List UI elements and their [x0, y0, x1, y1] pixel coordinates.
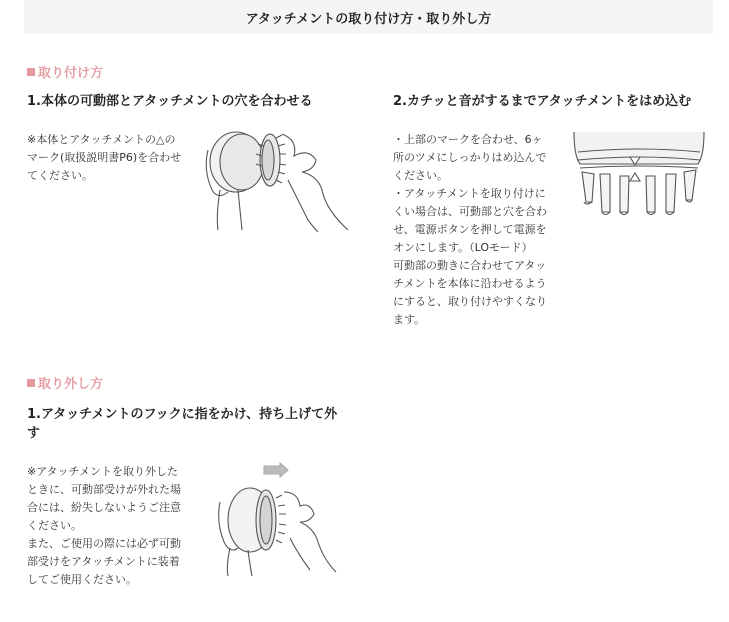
- section-heading-remove: 取り外し方: [27, 373, 103, 392]
- attach-step2-title: 2.カチッと音がするまでアタッチメントをはめ込む: [393, 94, 692, 109]
- attach-step2-note: ・上部のマークを合わせ、6ヶ 所のツメにしっかりはめ込んで ください。 ・アタッチメントを取り付けに くい場合は、可動部と穴を合わ せ、電源ボタンを押して電源を オンにします。（LOモード） 可動部の動きに合わせてアタッ チメントを本体に沿わせるよう にすると、取り付けやすくなり ます。: [393, 133, 547, 326]
- right-arrow-icon: [264, 463, 288, 477]
- device-triangle-marks-illustration: [570, 126, 708, 226]
- page-title: アタッチメントの取り付け方・取り外し方: [245, 11, 492, 27]
- attach-step1-note: ※本体とアタッチメントの△の マーク(取扱説明書P6)を合わせ てください。: [27, 133, 182, 182]
- hands-removing-attachment-illustration: [214, 462, 338, 576]
- hands-attaching-device-illustration: [198, 120, 350, 232]
- remove-step1-note: ※アタッチメントを取り外した ときに、可動部受けが外れた場 合には、紛失しないようご注意 ください。 また、ご使用の際には必ず可動 部受けをアタッチメントに装着 してご使用ください。: [27, 465, 181, 586]
- square-bullet-icon: [27, 379, 35, 387]
- attach-step1-title: 1.本体の可動部とアタッチメントの穴を合わせる: [27, 94, 313, 109]
- remove-step1-title: 1.アタッチメントのフックに指をかけ、持ち上げて外 す: [27, 407, 338, 441]
- square-bullet-icon: [27, 68, 35, 76]
- page-title-bar: [24, 0, 713, 34]
- section-heading-attach: 取り付け方: [27, 62, 103, 81]
